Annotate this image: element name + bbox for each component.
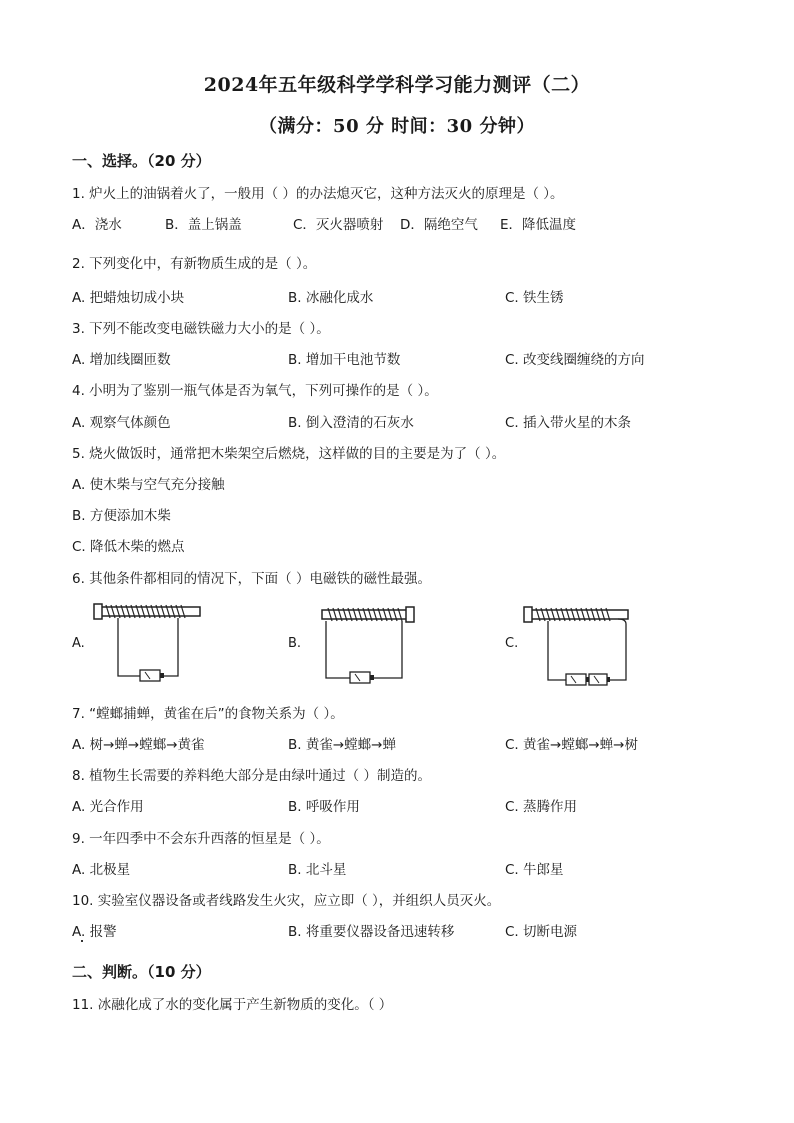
q5-option-c[interactable]: C. 降低木柴的燃点 xyxy=(72,539,185,555)
section-choice-heading: 一、选择。（20 分） xyxy=(72,152,211,170)
q1-option-d[interactable]: D．隔绝空气 xyxy=(400,217,478,233)
q7-option-c[interactable]: C. 黄雀→螳螂→蝉→树 xyxy=(505,737,638,753)
electromagnet-diagram-b xyxy=(318,604,418,684)
q1-option-e[interactable]: E．降低温度 xyxy=(500,217,577,233)
question-11-stem: 11. 冰融化成了水的变化属于产生新物质的变化。（ ） xyxy=(72,997,393,1013)
question-2-stem: 2. 下列变化中，有新物质生成的是（ ）。 xyxy=(72,256,317,272)
q10-option-c[interactable]: C. 切断电源 xyxy=(505,924,578,940)
section-judge-heading: 二、判断。（10 分） xyxy=(72,963,211,981)
q2-option-a[interactable]: A. 把蜡烛切成小块 xyxy=(72,290,185,306)
q3-option-a[interactable]: A. 增加线圈匝数 xyxy=(72,352,171,368)
q4-option-b[interactable]: B. 倒入澄清的石灰水 xyxy=(288,415,414,431)
page-title: 2024年五年级科学学科学习能力测评（二） xyxy=(203,74,591,96)
question-3-stem: 3. 下列不能改变电磁铁磁力大小的是（ ）。 xyxy=(72,321,330,337)
q2-option-b[interactable]: B. 冰融化成水 xyxy=(288,290,374,306)
q1-option-a[interactable]: A．浇水 xyxy=(72,217,122,233)
question-6-stem: 6. 其他条件都相同的情况下，下面（ ）电磁铁的磁性最强。 xyxy=(72,571,431,587)
question-4-stem: 4. 小明为了鉴别一瓶气体是否为氧气，下列可操作的是（ ）。 xyxy=(72,383,438,399)
q2-option-c[interactable]: C. 铁生锈 xyxy=(505,290,564,306)
q4-option-a[interactable]: A. 观察气体颜色 xyxy=(72,415,171,431)
question-5-stem: 5. 烧火做饭时，通常把木柴架空后燃烧，这样做的目的主要是为了（ ）。 xyxy=(72,446,506,462)
q10-option-b[interactable]: B. 将重要仪器设备迅速转移 xyxy=(288,924,455,940)
q6-option-a[interactable]: A. xyxy=(72,636,85,651)
question-1-stem: 1. 炉火上的油锅着火了，一般用（ ）的办法熄灭它，这种方法灭火的原理是（ ）。 xyxy=(72,186,564,202)
page-subtitle: （满分：50 分 时间：30 分钟） xyxy=(259,116,535,137)
question-8-stem: 8. 植物生长需要的养料绝大部分是由绿叶通过（ ）制造的。 xyxy=(72,768,431,784)
q9-option-a[interactable]: A. 北极星 xyxy=(72,862,131,878)
q8-option-c[interactable]: C. 蒸腾作用 xyxy=(505,799,578,815)
q9-option-c[interactable]: C. 牛郎星 xyxy=(505,862,564,878)
electromagnet-diagram-c xyxy=(522,604,634,688)
q3-option-c[interactable]: C. 改变线圈缠绕的方向 xyxy=(505,352,645,368)
q10-option-a[interactable]: A. 报警 xyxy=(72,924,117,940)
question-9-stem: 9. 一年四季中不会东升西落的恒星是（ ）。 xyxy=(72,831,330,847)
q6-option-b[interactable]: B. xyxy=(288,636,302,651)
electromagnet-diagram-a xyxy=(92,600,204,682)
q1-option-b[interactable]: B．盖上锅盖 xyxy=(165,217,242,233)
question-7-stem: 7. “螳螂捕蝉，黄雀在后”的食物关系为（ ）。 xyxy=(72,706,344,722)
q8-option-a[interactable]: A. 光合作用 xyxy=(72,799,144,815)
scan-speck xyxy=(81,940,83,942)
q5-option-b[interactable]: B. 方便添加木柴 xyxy=(72,508,171,524)
q4-option-c[interactable]: C. 插入带火星的木条 xyxy=(505,415,632,431)
q3-option-b[interactable]: B. 增加干电池节数 xyxy=(288,352,401,368)
q1-option-c[interactable]: C．灭火器喷射 xyxy=(293,217,384,233)
question-10-stem: 10. 实验室仪器设备或者线路发生火灾，应立即（ ），并组织人员灭火。 xyxy=(72,893,501,909)
q7-option-a[interactable]: A. 树→蝉→螳螂→黄雀 xyxy=(72,737,205,753)
q8-option-b[interactable]: B. 呼吸作用 xyxy=(288,799,360,815)
q5-option-a[interactable]: A. 使木柴与空气充分接触 xyxy=(72,477,225,493)
q6-option-c[interactable]: C. xyxy=(505,636,519,651)
q7-option-b[interactable]: B. 黄雀→螳螂→蝉 xyxy=(288,737,396,753)
q9-option-b[interactable]: B. 北斗星 xyxy=(288,862,347,878)
